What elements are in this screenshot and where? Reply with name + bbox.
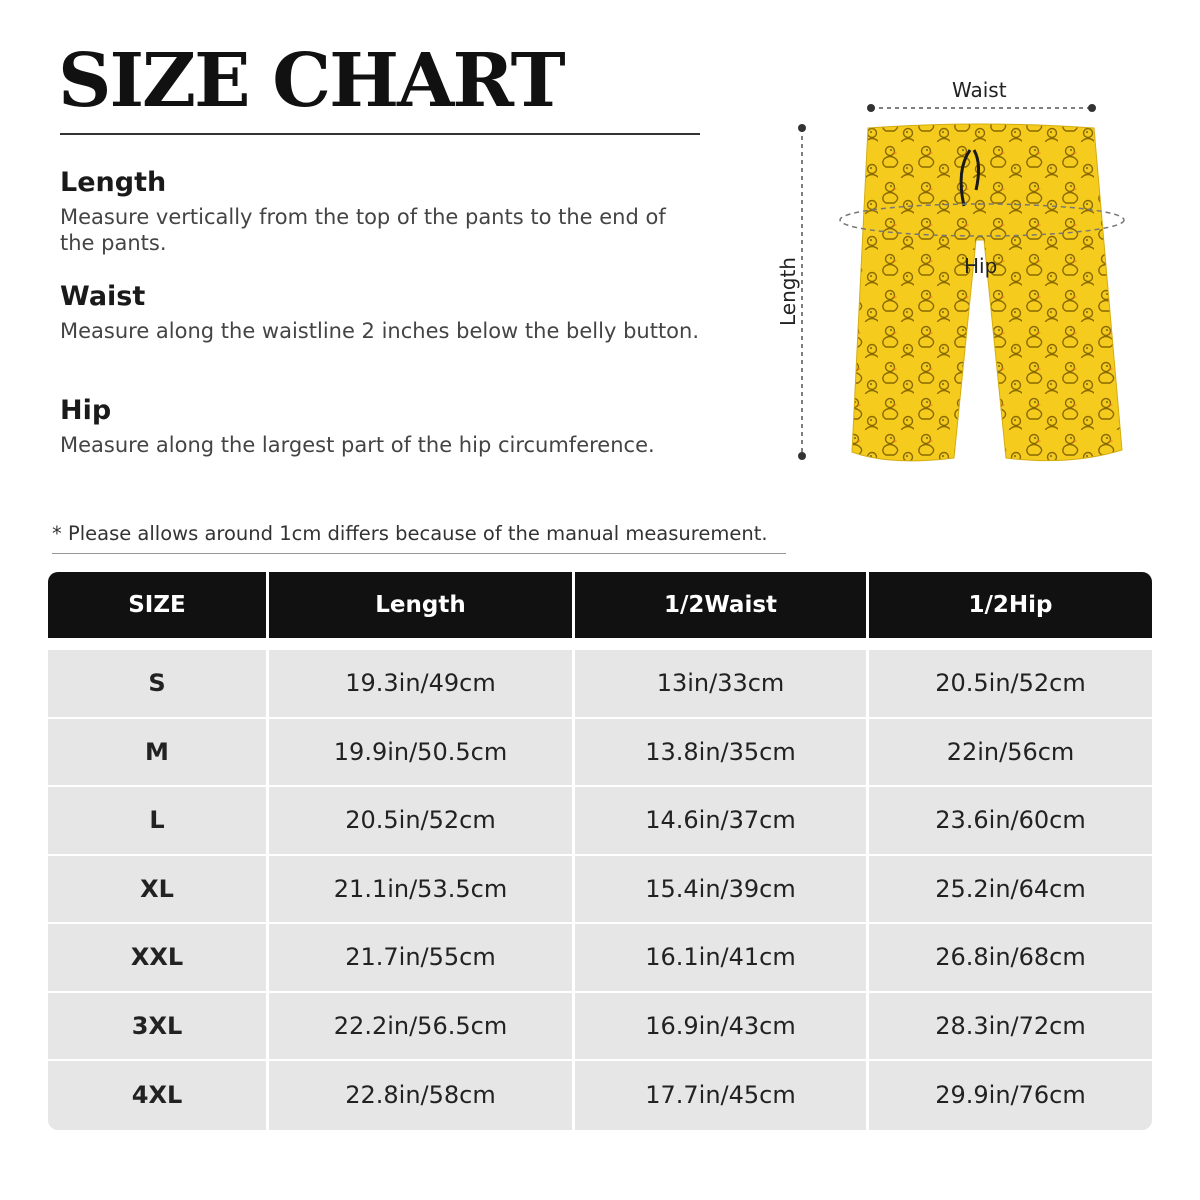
cell-length: 19.9in/50.5cm xyxy=(269,719,575,786)
cell-length: 21.1in/53.5cm xyxy=(269,856,575,923)
measurement-note: * Please allows around 1cm differs because of the manual measurement. xyxy=(52,522,768,545)
definition-text: Measure vertically from the top of the pants to the end of the pants. xyxy=(60,204,666,255)
table-row xyxy=(48,924,1152,993)
size-table xyxy=(48,572,1152,1130)
cell-size: XL xyxy=(48,856,269,923)
table-header xyxy=(48,572,1152,638)
definition-hip xyxy=(60,396,700,458)
length-label: Length xyxy=(776,257,800,326)
hip-label: Hip xyxy=(964,254,998,278)
cell-half-waist: 13in/33cm xyxy=(575,650,869,717)
header-half-waist: 1/2Waist xyxy=(575,572,869,638)
cell-size: S xyxy=(48,650,269,717)
cell-size: 4XL xyxy=(48,1061,269,1130)
definition-text: Measure along the waistline 2 inches below the belly button. xyxy=(60,318,700,343)
header-size: SIZE xyxy=(48,572,269,638)
definition-term: Length xyxy=(60,167,167,198)
cell-length: 22.2in/56.5cm xyxy=(269,993,575,1060)
cell-half-waist: 15.4in/39cm xyxy=(575,856,869,923)
shorts-illustration xyxy=(770,70,1170,490)
cell-half-waist: 16.1in/41cm xyxy=(575,924,869,991)
definition-text: Measure along the largest part of the hip circumference. xyxy=(60,432,655,457)
cell-half-waist: 17.7in/45cm xyxy=(575,1061,869,1130)
cell-half-hip: 29.9in/76cm xyxy=(935,1081,1086,1110)
cell-half-waist: 13.8in/35cm xyxy=(575,719,869,786)
note-divider xyxy=(52,553,786,554)
definition-length xyxy=(60,168,700,256)
header-length: Length xyxy=(269,572,575,638)
definition-term: Waist xyxy=(60,281,146,312)
waist-label: Waist xyxy=(952,78,1007,102)
cell-size: M xyxy=(48,719,269,786)
cell-half-hip: 25.2in/64cm xyxy=(935,874,1086,903)
title-divider xyxy=(60,133,700,135)
table-row xyxy=(48,993,1152,1062)
cell-half-hip: 20.5in/52cm xyxy=(935,669,1086,698)
table-row xyxy=(48,1061,1152,1130)
cell-length: 19.3in/49cm xyxy=(269,650,575,717)
cell-length: 22.8in/58cm xyxy=(269,1061,575,1130)
cell-half-waist: 14.6in/37cm xyxy=(575,787,869,854)
cell-half-hip: 26.8in/68cm xyxy=(935,943,1086,972)
cell-half-hip: 22in/56cm xyxy=(946,737,1075,766)
cell-half-hip: 23.6in/60cm xyxy=(935,806,1086,835)
page-title: SIZE CHART xyxy=(58,38,564,124)
table-row xyxy=(48,787,1152,856)
definition-term: Hip xyxy=(60,395,112,426)
cell-size: 3XL xyxy=(48,993,269,1060)
cell-half-hip: 28.3in/72cm xyxy=(935,1011,1086,1040)
table-row xyxy=(48,719,1152,788)
cell-size: L xyxy=(48,787,269,854)
cell-length: 21.7in/55cm xyxy=(269,924,575,991)
cell-length: 20.5in/52cm xyxy=(269,787,575,854)
definition-waist xyxy=(60,282,700,344)
shorts-diagram xyxy=(770,70,1170,490)
cell-half-waist: 16.9in/43cm xyxy=(575,993,869,1060)
table-row xyxy=(48,856,1152,925)
table-body xyxy=(48,650,1152,1130)
cell-size: XXL xyxy=(48,924,269,991)
header-half-hip: 1/2Hip xyxy=(968,592,1053,618)
shorts-body xyxy=(852,124,1122,461)
table-row xyxy=(48,650,1152,719)
